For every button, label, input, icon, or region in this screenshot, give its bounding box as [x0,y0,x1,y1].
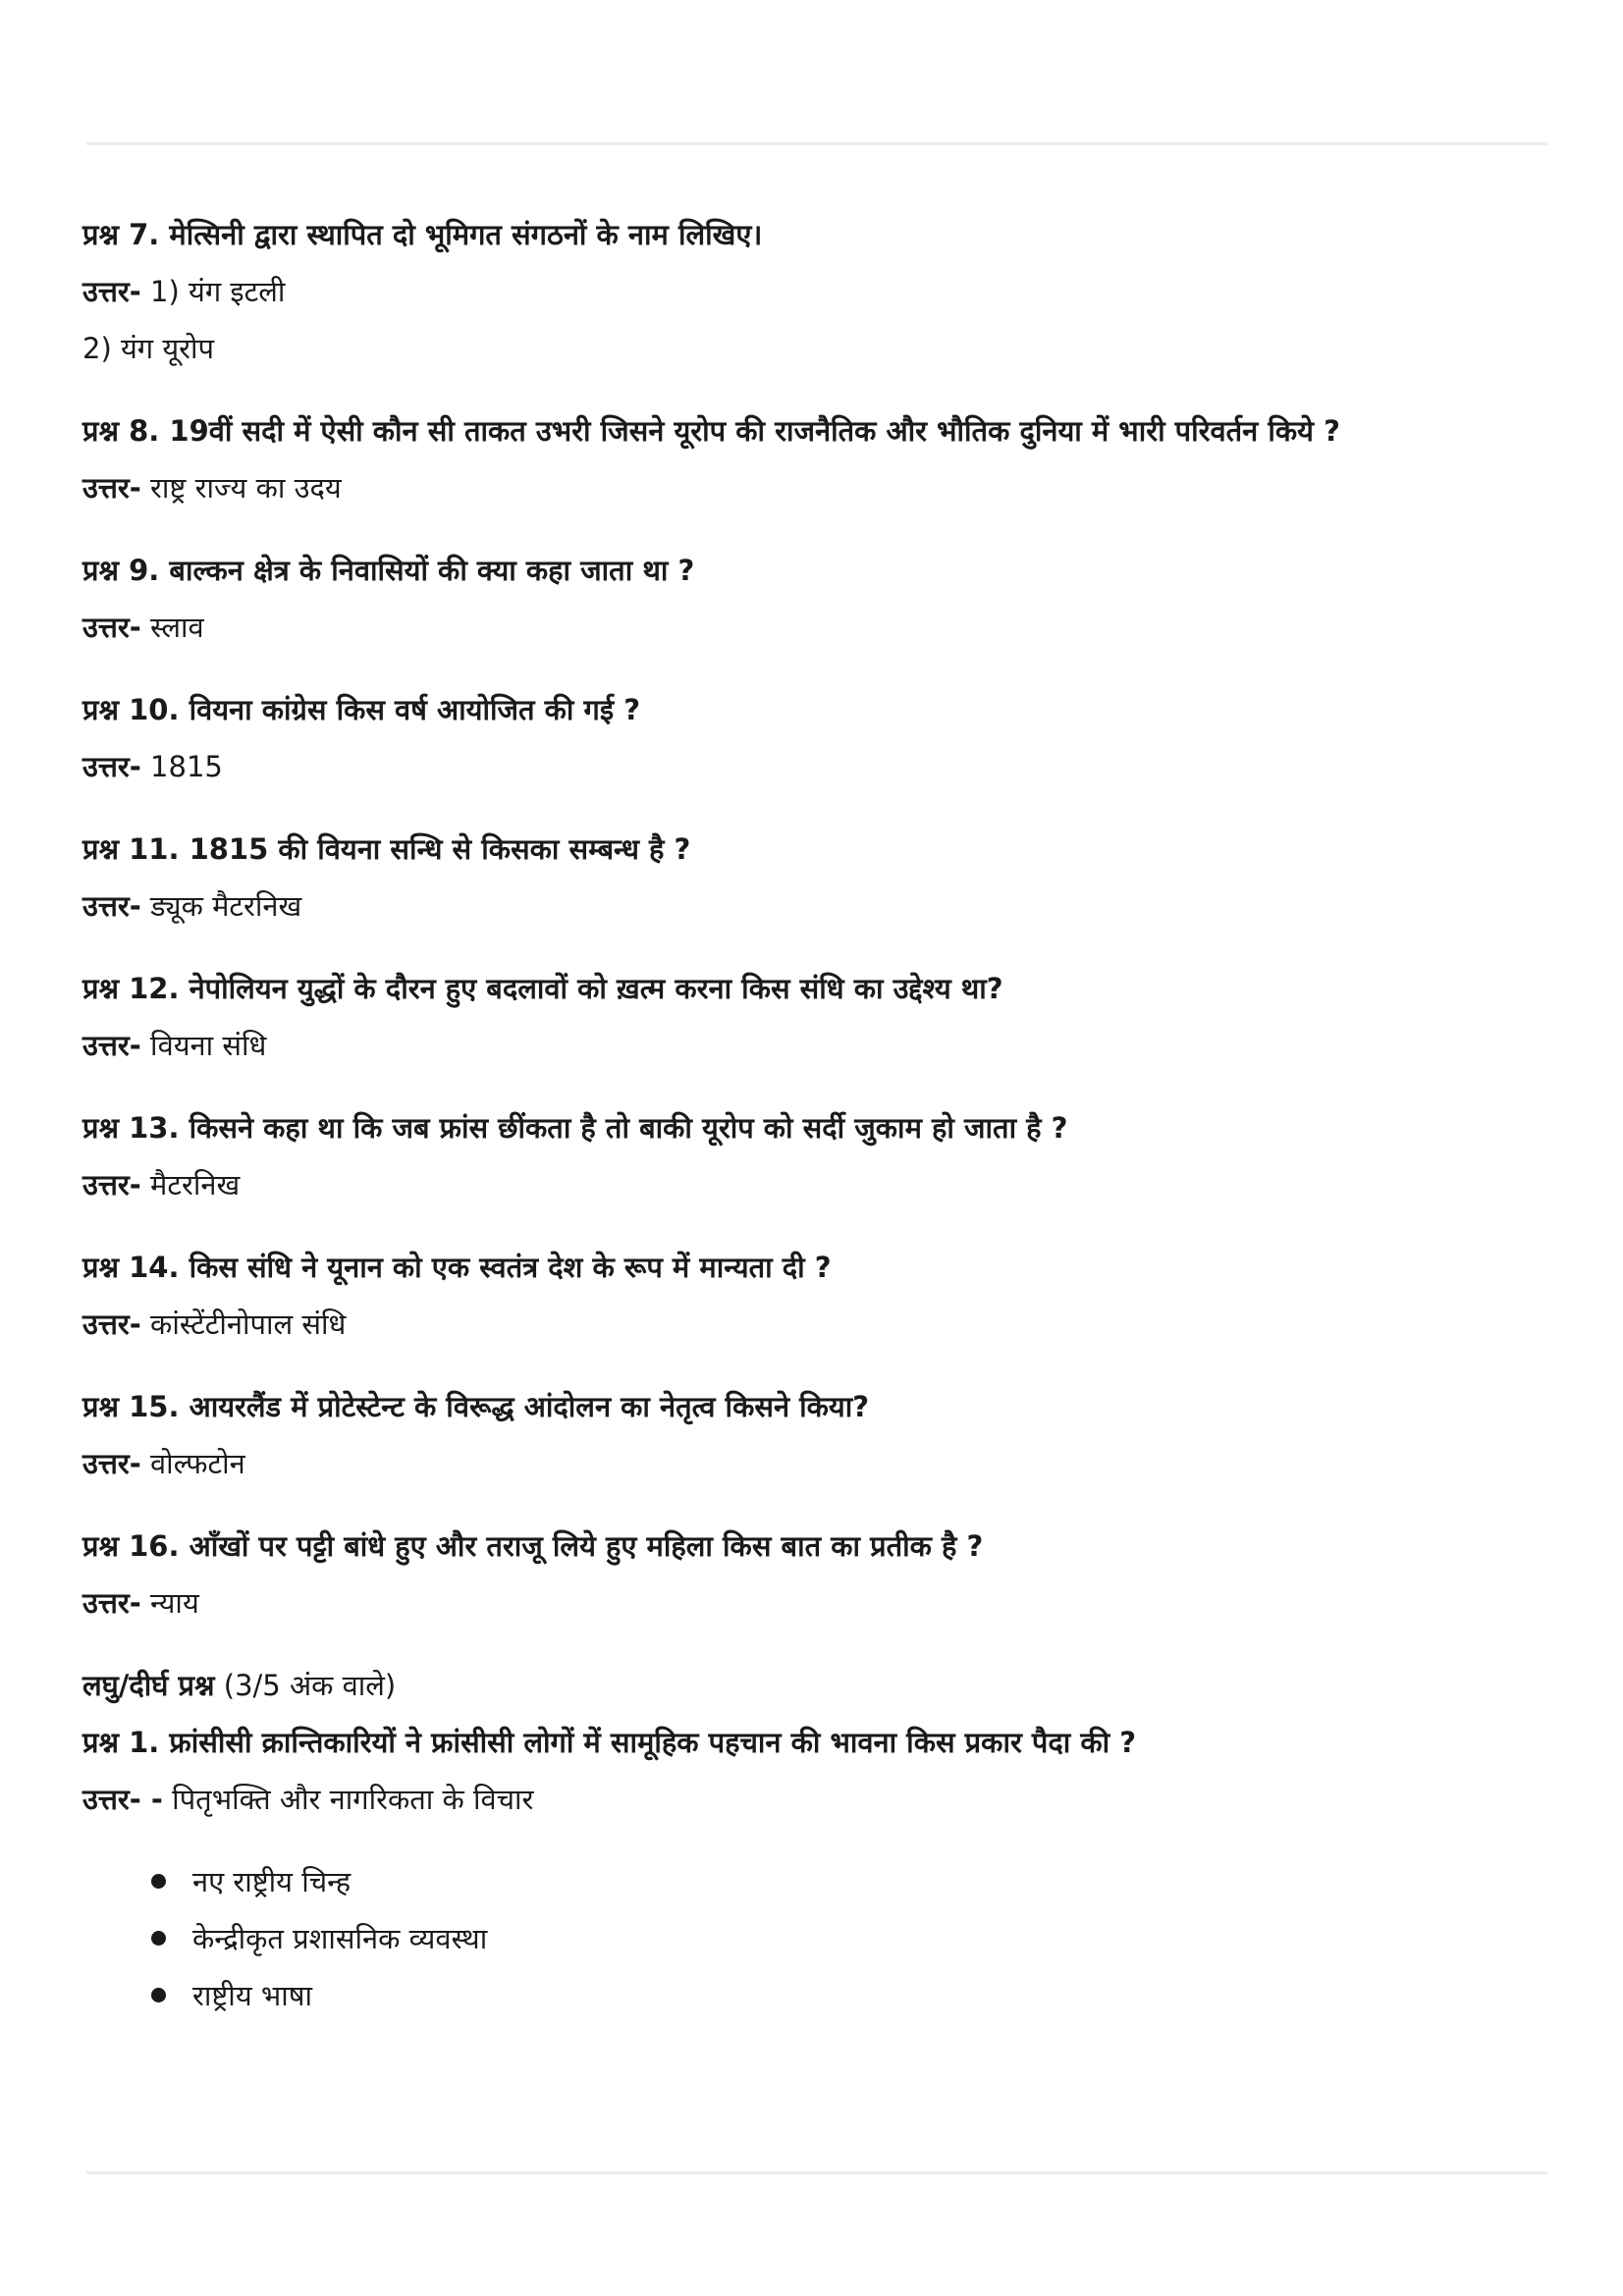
bottom-divider [86,2171,1547,2174]
qa-item-16 [82,1518,1545,1631]
qa-item-7 [82,206,1545,377]
qa-item-10 [82,681,1545,795]
answer-text: ड्यूक मैटरनिख [140,889,302,923]
answer-bullet-list [82,1853,1545,2024]
answer-line [82,599,1545,656]
answer-line-2: 2) यंग यूरोप [82,332,215,365]
answer-line [82,1435,1545,1492]
list-item [151,1967,1545,2024]
long-qa-item-1 [82,1714,1545,2024]
answer-line [82,1575,1545,1631]
answer-label: उत्तर- [82,889,141,923]
section-heading-marks: (3/5 अंक वाले) [214,1669,397,1702]
bullet-icon [151,1931,166,1946]
question-text: प्रश्न 7. मेत्सिनी द्वारा स्थापित दो भूमिगत संगठनों के नाम लिखिए। [82,218,763,251]
section-heading-title: लघु/दीर्घ प्रश्न [82,1669,215,1702]
qa-item-9 [82,542,1545,656]
answer-label: उत्तर- [82,1447,141,1480]
answer-label: उत्तर- [82,1308,141,1341]
qa-item-8 [82,402,1545,516]
answer-label: उत्तर- [82,750,141,783]
answer-line [82,459,1545,516]
question-text: प्रश्न 9. बाल्कन क्षेत्र के निवासियों की क्या कहा जाता था ? [82,554,695,587]
qa-item-11 [82,821,1545,934]
question-text: प्रश्न 8. 19वीं सदी में ऐसी कौन सी ताकत उभरी जिसने यूरोप की राजनैतिक और भौतिक दुनिया में भारी परिवर्तन किये ? [82,414,1340,448]
list-item-text: राष्ट्रीय भाषा [192,1979,313,2012]
question-text: प्रश्न 12. नेपोलियन युद्धों के दौरन हुए बदलावों को ख़त्म करना किस संधि का उद्देश्य था? [82,972,1003,1005]
question-text: प्रश्न 10. वियना कांग्रेस किस वर्ष आयोजित की गई ? [82,693,641,726]
answer-line [82,878,1545,934]
answer-text: पितृभक्ति और नागरिकता के विचार [162,1783,534,1816]
question-text: प्रश्न 16. आँखों पर पट्टी बांधे हुए और तराजू लिये हुए महिला किस बात का प्रतीक है ? [82,1529,984,1563]
bullet-icon [151,1988,166,2002]
document-body [82,206,1545,2024]
answer-label: उत्तर- [82,1029,141,1062]
qa-item-12 [82,960,1545,1074]
answer-text: 1815 [140,750,223,783]
answer-label: उत्तर- [82,1586,141,1620]
list-item [151,1910,1545,1967]
answer-text: वोल्फटोन [140,1447,245,1480]
answer-label: उत्तर- [82,471,141,505]
answer-line [82,1771,1545,1828]
answer-line [82,1156,1545,1213]
answer-text: स्लाव [140,611,204,644]
answer-text: न्याय [140,1586,199,1620]
list-item-text: नए राष्ट्रीय चिन्ह [192,1865,352,1898]
qa-item-14 [82,1239,1545,1353]
answer-text: कांस्टेंटीनोपाल संधि [140,1308,347,1341]
section-heading [82,1657,1545,1714]
list-item-text: केन्द्रीकृत प्रशासनिक व्यवस्था [192,1922,488,1955]
answer-line [82,1296,1545,1353]
answer-text: 1) यंग इटली [140,275,286,308]
list-item [151,1853,1545,1910]
question-text: प्रश्न 15. आयरलैंड में प्रोटेस्टेन्ट के विरूद्ध आंदोलन का नेतृत्व किसने किया? [82,1390,870,1423]
qa-item-13 [82,1099,1545,1213]
answer-label: उत्तर- [82,1168,141,1201]
answer-label: उत्तर- [82,611,141,644]
question-text: प्रश्न 14. किस संधि ने यूनान को एक स्वतंत्र देश के रूप में मान्यता दी ? [82,1251,832,1284]
answer-text: वियना संधि [140,1029,267,1062]
qa-item-15 [82,1378,1545,1492]
question-text: प्रश्न 11. 1815 की वियना सन्धि से किसका सम्बन्ध है ? [82,832,691,866]
answer-line [82,738,1545,795]
question-text: प्रश्न 1. फ्रांसीसी क्रान्तिकारियों ने फ्रांसीसी लोगों में सामूहिक पहचान की भावना किस प्रकार पैदा की ? [82,1726,1137,1759]
answer-text: राष्ट्र राज्य का उदय [140,471,342,505]
answer-line [82,1017,1545,1074]
answer-text: मैटरनिख [140,1168,241,1201]
answer-line [82,263,1545,320]
question-text: प्रश्न 13. किसने कहा था कि जब फ्रांस छींकता है तो बाकी यूरोप को सर्दी जुकाम हो जाता है ? [82,1111,1068,1145]
bullet-icon [151,1874,166,1889]
answer-label: उत्तर- [82,275,141,308]
top-divider [86,142,1547,145]
answer-label: उत्तर- - [82,1783,163,1816]
